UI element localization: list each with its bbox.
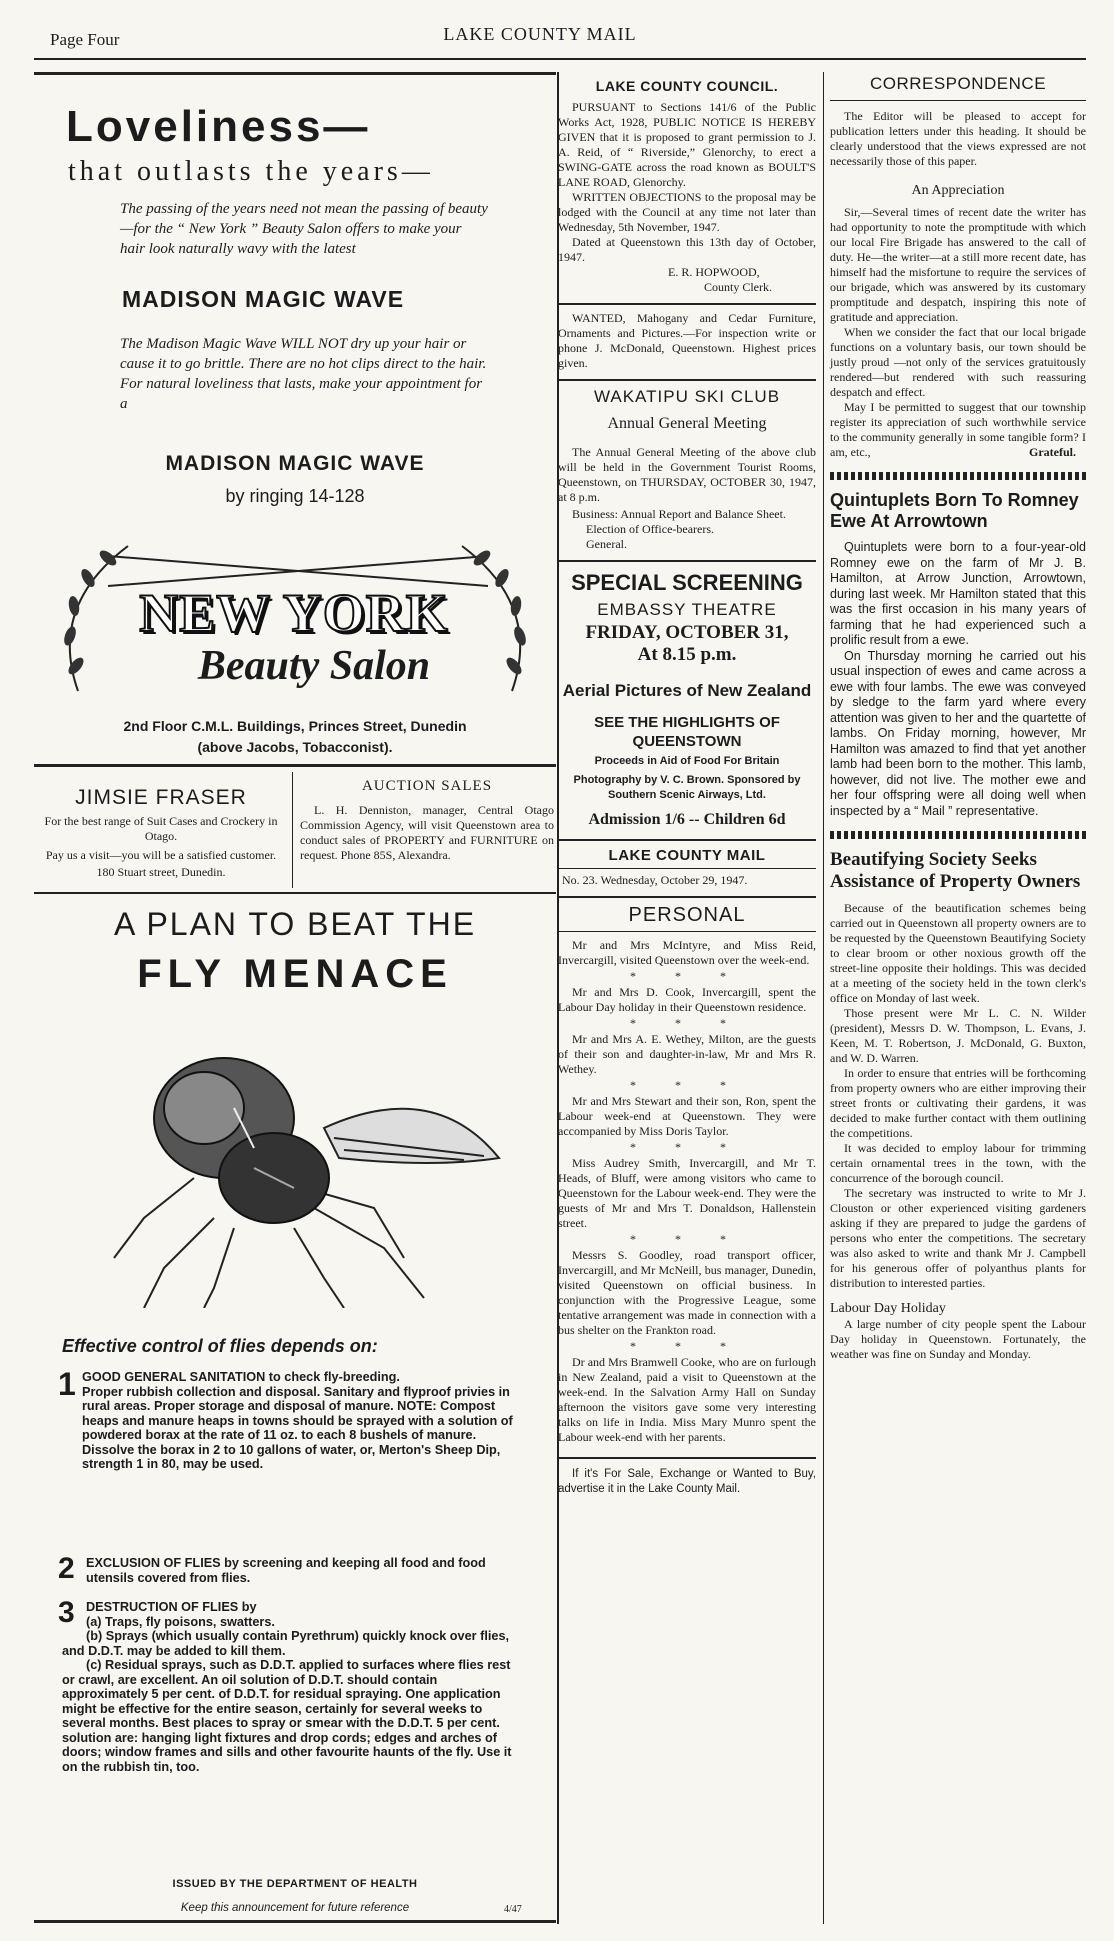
personal-title: PERSONAL [628, 904, 746, 926]
ski-rule [558, 560, 816, 562]
header-rule [34, 58, 1086, 60]
beauty-ad-top-rule [34, 72, 556, 75]
fly-point-3 [62, 1600, 522, 1774]
screening-admission: Admission 1/6 -- Children 6d [588, 811, 786, 828]
screening-aerial: Aerial Pictures of New Zealand [562, 681, 812, 700]
right-column [830, 72, 1086, 1924]
council-p1: PURSUANT to Sections 141/6 of the Public Works Act, 1928, PUBLIC NOTICE IS HEREBY GIVEN that it is proposed to grant permission to J. A. Reid, of “ Riverside,” Glenorchy, to erect a SWING-GATE across the road known as BOULT'S LANE ROAD, Glenorchy. [558, 100, 816, 189]
jimsie-line2: Pay us a visit—you will be a satisfied customer. [45, 848, 277, 862]
fly-code: 4/47 [504, 1904, 522, 1915]
fly-point-2: EXCLUSION OF FLIES by screening and keeping all food and food utensils covered from flies. [86, 1556, 486, 1585]
beauty-ad-para1: The passing of the years need not mean the passing of beauty—for the “ New York ” Beauty Salon offers to make your hair look naturally wavy with the latest [120, 201, 488, 257]
fly-keep: Keep this announcement for future reference [180, 1902, 410, 1914]
fly-point-1 [62, 1370, 522, 1472]
correspondence-p2: When we consider the fact that our local brigade functions on a voluntary basis, our town should be justly proud —not only of the services gratuitously rendered—but rendered with such reassuring despatch and effect. [830, 325, 1086, 399]
beauty-logo-script: Beauty Salon [197, 643, 431, 689]
personal-item-7: Dr and Mrs Bramwell Cooke, who are on furlough in New Zealand, paid a visit to Queenstown at the week-end. In the Salvation Army Hall on Sunday afternoon the visitors gave some very interesting talks on life in India. Miss Mary Munro spent the Labour week-end with her parents. [558, 1355, 816, 1444]
personal-item-1: Mr and Mrs McIntyre, and Miss Reid, Invercargill, visited Queenstown over the week-end. [558, 938, 816, 967]
fly-point-3a: (a) Traps, fly poisons, swatters. [86, 1614, 275, 1629]
jimsie-line1: For the best range of Suit Cases and Crockery in Otago. [44, 814, 278, 843]
personal-item-3: Mr and Mrs A. E. Wethey, Milton, are the guests of their son and daughter-in-law, Mr and Mrs R. Wethey. [558, 1032, 816, 1076]
screening-highlights: SEE THE HIGHLIGHTS OF QUEENSTOWN [594, 714, 780, 750]
beauty-ad-ringing: by ringing 14-128 [225, 486, 365, 506]
labour-title: Labour Day Holiday [830, 1301, 946, 1316]
beauty-ad-address-line2: (above Jacobs, Tobacconist). [197, 739, 393, 755]
beauty-ad-bottom-rule [34, 764, 556, 767]
wanted-ad: WANTED, Mahogany and Cedar Furniture, Ornaments and Pictures.—For inspection write or phone J. McDonald, Queenstown. Highest prices given. [558, 311, 816, 370]
ski-title: WAKATIPU SKI CLUB [593, 387, 781, 406]
personal-item-2: Mr and Mrs D. Cook, Invercargill, spent the Labour Day holiday in their Queenstown residence. [558, 985, 816, 1014]
personal-item-5: Miss Audrey Smith, Invercargill, and Mr T. Heads, of Bluff, were among visitors who came to Queenstown for the Labour week-end. They were the guests of Mr and Mrs T. Donaldson, Hallenstein street. [558, 1156, 816, 1230]
personal-star-1: * * * [630, 969, 744, 983]
fly-ad-title: A PLAN TO BEAT THE [113, 906, 477, 942]
beauty-ad-product: MADISON MAGIC WAVE [122, 286, 405, 312]
beauty-logo-name: NEW YORK [139, 583, 449, 643]
jimsie-address: 180 Stuart street, Dunedin. [96, 865, 226, 879]
quints-title: Quintuplets Born To Romney Ewe At Arrowtown [830, 490, 1079, 531]
fly-point-3-lead: DESTRUCTION OF FLIES by [86, 1600, 257, 1614]
personal-star-4: * * * [630, 1140, 744, 1154]
screening-title: SPECIAL SCREENING [571, 570, 803, 595]
mail-box-rule-2 [558, 896, 816, 898]
auction-body: L. H. Denniston, manager, Central Otago Commission Agency, will visit Queenstown area to conduct sales of PROPERTY and FURNITURE on request. Phone 85S, Alexandra. [300, 803, 554, 862]
beauty-ad-subtitle: that outlasts the years— [68, 156, 434, 187]
beauty-ad-address [34, 716, 556, 758]
masthead: LAKE COUNTY MAIL [443, 24, 637, 44]
beautify-p5: The secretary was instructed to write to Mr J. Clouston or other experienced visiting gardeners asking if they are prepared to judge the gardens of persons who enter the competitions. The secretary was also asked to write and thank Mr J. Campbell for his generous offer of polyanthus plants for distribution to interested parties. [830, 1186, 1086, 1290]
jimsie-ad [34, 772, 288, 890]
mail-box-rule [558, 868, 816, 869]
column-rule-2 [823, 72, 824, 1924]
beautify-p1: Because of the beautification schemes being carried out in Queenstown all property owners are to be requested by the Queenstown Beautifying Society to clear broom or other noxious growth off the street-line opposite their holdings. This was decided at a meeting of the society held in the town clerk's office on Monday of last week. [830, 901, 1086, 1005]
correspondence-sign: Grateful. [1029, 445, 1076, 459]
quints-p1: Quintuplets were born to a four-year-old Romney ewe on the farm of Mr J. B. Hamilton, at Arrow Junction, Arrowtown, during last week. Mr Hamilton stated that this was the first occasion in his many years of farming that he had experienced such a prolific result from a ewe. [830, 540, 1086, 647]
correspondence-title: CORRESPONDENCE [869, 74, 1047, 93]
fly-effective: Effective control of flies depends on: [62, 1336, 378, 1356]
fly-point-1-lead: GOOD GENERAL SANITATION to check fly-breeding. [82, 1370, 400, 1384]
fly-issued: ISSUED BY THE DEPARTMENT OF HEALTH [172, 1878, 418, 1890]
page-label: Page Four [50, 30, 120, 49]
ski-election: Election of Office-bearers. [586, 522, 715, 536]
correspondence-p3: May I be permitted to suggest that our township register its appreciation of such worthwhile service to the community generally in some tangible form? I am, etc., [830, 400, 1086, 459]
labour-p1: A large number of city people spent the Labour Day holiday in Queenstown. Fortunately, the weather was fine on Sunday and Monday. [830, 1317, 1086, 1361]
beautify-p3: In order to ensure that entries will be forthcoming from property owners who are either improving their street fronts or cultivating their gardens, it was decided to make further contact with them outlining the competitions. [830, 1066, 1086, 1140]
mail-box-title: LAKE COUNTY MAIL [608, 847, 766, 864]
personal-star-2: * * * [630, 1016, 744, 1030]
fly-illustration-icon [104, 1018, 504, 1308]
fly-ad-title2: FLY MENACE [137, 952, 453, 996]
mail-box-issue: No. 23. Wednesday, October 29, 1947. [562, 873, 748, 887]
quints-divider [830, 831, 1086, 839]
beauty-ad-address-line1: 2nd Floor C.M.L. Buildings, Princes Street, Dunedin [123, 718, 467, 734]
personal-star-6: * * * [630, 1339, 744, 1353]
middle-column [558, 72, 816, 1924]
beautify-p2: Those present were Mr L. C. N. Wilder (president), Messrs D. W. Thompson, L. Evans, J. Keen, M. T. Robertson, J. McDonald, G. Buxton, and W. D. Warren. [830, 1006, 1086, 1065]
council-title: LAKE COUNTY COUNCIL. [595, 78, 779, 94]
wanted-rule [558, 379, 816, 381]
ski-business: Business: Annual Report and Balance Sheet. [572, 507, 786, 521]
quints-p2: On Thursday morning he carried out his usual inspection of ewes and came across a ewe with four lambs. The ewe was conveyed by sledge to the farm yard where every attention was given to her and the quartette of lambs. On Friday morning, however, Mr Hamilton was amazed to find that yet another lamb had been born to the mother. This lamb, however, did not live. The mother ewe and her four offspring were all doing well when inspected by a “ Mail ” representative. [830, 648, 1086, 818]
beauty-ad-title: Loveliness— [66, 102, 371, 151]
council-p3: Dated at Queenstown this 13th day of October, 1947. [558, 235, 816, 264]
fly-point-3b: (b) Sprays (which usually contain Pyrethrum) quickly knock over flies, and D.D.T. may be added to kill them. [62, 1629, 510, 1658]
screening-rule [558, 839, 816, 841]
personal-footer-rule [558, 1457, 816, 1459]
fly-ad-top-rule [34, 892, 556, 894]
council-sign2: County Clerk. [704, 280, 772, 294]
correspondence-subtitle: An Appreciation [911, 183, 1005, 198]
personal-star-5: * * * [630, 1232, 744, 1246]
council-sign1: E. R. HOPWOOD, [668, 265, 760, 279]
personal-item-4: Mr and Mrs Stewart and their son, Ron, spent the Labour week-end at Queenstown. They were accompanied by Miss Doris Taylor. [558, 1094, 816, 1138]
jimsie-title: JIMSIE FRASER [75, 786, 247, 809]
fly-num-2: 2 [58, 1552, 75, 1585]
screening-time: At 8.15 p.m. [637, 644, 737, 665]
personal-star-3: * * * [630, 1078, 744, 1092]
beauty-ad-product2: MADISON MAGIC WAVE [165, 452, 425, 475]
beauty-ad-para2: The Madison Magic Wave WILL NOT dry up your hair or cause it to go brittle. There are no hot clips direct to the hair. For natural loveliness that lasts, make your appointment for a [120, 336, 487, 412]
correspondence-divider [830, 472, 1086, 480]
screening-photo: Photography by V. C. Brown. Sponsored by Southern Scenic Airways, Ltd. [573, 774, 801, 801]
beautify-title: Beautifying Society Seeks Assistance of Property Owners [830, 849, 1081, 892]
left-column [34, 72, 556, 1924]
fly-num-1: 1 [58, 1366, 76, 1402]
ski-body: The Annual General Meeting of the above club will be held in the Government Tourist Rooms, Queenstown, on THURSDAY, OCTOBER 30, 1947, at 8 p.m. [558, 445, 816, 504]
council-rule [558, 303, 816, 305]
ski-general: General. [586, 537, 627, 551]
screening-date: FRIDAY, OCTOBER 31, [585, 622, 789, 643]
fly-num-3: 3 [58, 1596, 75, 1629]
jimsie-auction-divider [292, 772, 293, 888]
correspondence-rule [830, 100, 1086, 101]
fly-point-1-body: Proper rubbish collection and disposal. Sanitary and flyproof privies in rural areas. Proper storage and disposal of manure. NOTE: Compost heaps and manure heaps in towns should be sprayed with a solution of powdered borax at the rate of 11 oz. to each 8 bushels of manure. Dissolve the borax in 2 to 10 gallons of water, or, Merton's Sheep Dip, strength 1 in 80, may be used. [82, 1384, 513, 1471]
personal-item-6: Messrs S. Goodley, road transport officer, Invercargill, and Mr McNeill, bus manager, Dunedin, visited Queenstown on official business. In conjunction with the Progressive League, some tentative arrangement was made in connection with a bus shelter on the Frankton road. [558, 1248, 816, 1337]
screening-proceeds: Proceeds in Aid of Food For Britain [594, 755, 780, 767]
correspondence-p1: Sir,—Several times of recent date the writer has had opportunity to note the promptitude with which our local Fire Brigade has answered to the call of duty. He—the writer—at a still more recent date, has himself had the misfortune to require the services of our brigade, which was answered by its customary promptitude and despatch, inspiring this note of gratitude and appreciation. [830, 205, 1086, 324]
correspondence-intro: The Editor will be pleased to accept for publication letters under this heading. It should be clearly understood that the views expressed are not necessarily those of this paper. [830, 109, 1086, 168]
personal-rule [558, 931, 816, 932]
beautify-p4: It was decided to employ labour for trimming certain ornamental trees in the town, with the concurrence of the borough council. [830, 1141, 1086, 1185]
auction-ad [300, 772, 554, 890]
council-p2: WRITTEN OBJECTIONS to the proposal may be lodged with the Council at any time not later than Wednesday, 5th November, 1947. [558, 190, 816, 234]
ski-subtitle: Annual General Meeting [607, 415, 767, 432]
personal-footer: If it's For Sale, Exchange or Wanted to Buy, advertise it in the Lake County Mail. [558, 1468, 816, 1495]
fly-point-3c: (c) Residual sprays, such as D.D.T. applied to surfaces where flies rest or crawl, are excellent. An oil solution of D.D.T. should contain approximately 5 per cent. of D.D.T. for residual spraying. One application might be effective for the entire season, certainly for several weeks to several months. Best places to spray or smear with the D.D.T. 5 per cent. solution are: hanging light fixtures and drop cords; edges and arches of doors; window frames and sills and other favourite haunts of the fly. Use it on the rubbish tin, too. [62, 1658, 512, 1774]
screening-theatre: EMBASSY THEATRE [597, 600, 777, 619]
auction-title: AUCTION SALES [361, 778, 493, 794]
fly-ad-bottom-rule [34, 1920, 556, 1923]
